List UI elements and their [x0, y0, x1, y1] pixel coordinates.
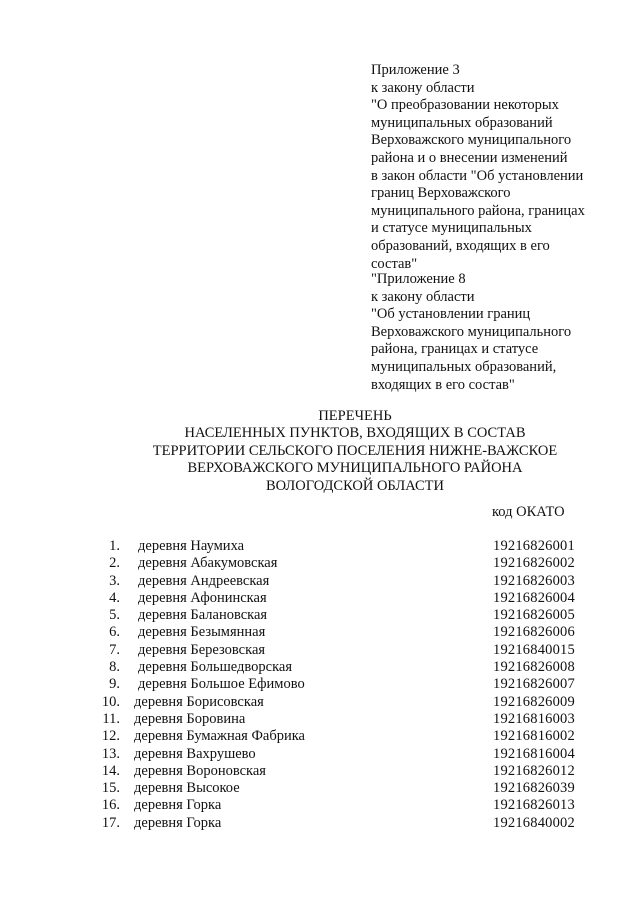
settlement-name: деревня Березовская — [138, 641, 266, 658]
list-item — [0, 780, 640, 797]
appendix-8-header — [371, 271, 633, 394]
item-number: 16. — [101, 797, 120, 814]
settlement-name: деревня Вороновская — [134, 762, 266, 779]
list-item — [0, 555, 640, 572]
item-number: 15. — [101, 780, 120, 797]
appendix-line: границ Верховажского — [371, 185, 511, 202]
item-number: 1. — [109, 538, 120, 554]
item-number: 2. — [109, 555, 120, 572]
item-number: 4. — [109, 589, 120, 606]
okato-code: 19216826005 — [493, 607, 575, 624]
okato-code: 19216826006 — [493, 624, 575, 641]
item-number: 12. — [101, 728, 120, 745]
okato-code: 19216826012 — [493, 762, 575, 779]
list-item — [0, 746, 640, 763]
appendix-line: района, границах и статусе — [371, 341, 539, 358]
title-line: ВОЛОГОДСКОЙ ОБЛАСТИ — [266, 477, 444, 494]
title-line: ПЕРЕЧЕНЬ — [318, 408, 392, 424]
list-item — [0, 538, 640, 555]
okato-code: 19216826009 — [493, 693, 575, 710]
okato-code: 19216826001 — [493, 538, 575, 554]
item-number: 11. — [102, 710, 120, 727]
item-number: 13. — [101, 745, 120, 762]
item-number: 5. — [109, 607, 120, 624]
appendix-line: "О преобразовании некоторых — [371, 97, 559, 114]
item-number: 6. — [109, 624, 120, 641]
okato-code: 19216840002 — [493, 814, 575, 831]
appendix-line: "Об установлении границ — [371, 306, 531, 323]
settlement-name: деревня Безымянная — [138, 624, 266, 641]
list-item — [0, 728, 640, 745]
title-line: ВЕРХОВАЖСКОГО МУНИЦИПАЛЬНОГО РАЙОНА — [187, 460, 523, 477]
okato-code: 19216826002 — [493, 555, 575, 572]
okato-code: 19216826013 — [493, 797, 575, 814]
settlement-name: деревня Высокое — [134, 780, 240, 797]
item-number: 17. — [101, 814, 120, 831]
appendix-line: входящих в его состав" — [371, 376, 515, 393]
settlement-name: деревня Горка — [134, 797, 222, 814]
item-number: 7. — [109, 641, 120, 658]
list-item — [0, 763, 640, 780]
item-number: 3. — [109, 572, 120, 589]
appendix-line: муниципальных образований, — [371, 358, 557, 375]
list-item — [0, 815, 640, 832]
appendix-line: Верховажского муниципального — [371, 132, 572, 149]
settlement-name: деревня Большедворская — [138, 659, 293, 676]
okato-code: 19216826007 — [493, 676, 575, 693]
item-number: 14. — [101, 762, 120, 779]
okato-code: 19216826008 — [493, 659, 575, 676]
settlement-name: деревня Наумиха — [138, 538, 245, 554]
okato-code: 19216826004 — [493, 589, 575, 606]
title-line: НАСЕЛЕННЫХ ПУНКТОВ, ВХОДЯЩИХ В СОСТАВ — [184, 425, 526, 442]
appendix-line: состав" — [371, 255, 418, 272]
list-item — [0, 624, 640, 641]
appendix-line: муниципальных образований — [371, 114, 553, 131]
list-item — [0, 659, 640, 676]
title-line: ТЕРРИТОРИИ СЕЛЬСКОГО ПОСЕЛЕНИЯ НИЖНЕ-ВАЖСКОЕ — [152, 442, 558, 459]
appendix-line: к закону области — [371, 288, 475, 305]
settlement-name: деревня Балановская — [138, 607, 268, 624]
okato-code: 19216816002 — [493, 728, 575, 745]
settlement-name: деревня Борисовская — [134, 693, 264, 710]
list-item — [0, 607, 640, 624]
settlement-list — [0, 538, 640, 832]
list-item — [0, 573, 640, 590]
appendix-line: в закон области "Об установлении — [371, 167, 584, 184]
settlement-name: деревня Боровина — [134, 710, 246, 727]
settlement-name: деревня Горка — [134, 814, 222, 831]
settlement-name: деревня Андреевская — [138, 572, 270, 589]
okato-code: 19216826039 — [493, 780, 575, 797]
appendix-line: и статусе муниципальных — [371, 220, 532, 237]
settlement-name: деревня Афонинская — [138, 589, 267, 606]
list-item — [0, 590, 640, 607]
okato-column-label: код ОКАТО — [492, 504, 565, 520]
list-item — [0, 694, 640, 711]
appendix-line: муниципального района, границах — [371, 202, 585, 219]
list-item — [0, 797, 640, 814]
settlement-name: деревня Абакумовская — [138, 555, 278, 572]
item-number: 10. — [101, 693, 120, 710]
appendix-line: к закону области — [371, 79, 475, 96]
appendix-line: образований, входящих в его — [371, 237, 550, 254]
okato-code: 19216816003 — [493, 710, 575, 727]
okato-code: 19216816004 — [493, 745, 575, 762]
settlement-name: деревня Вахрушево — [134, 745, 256, 762]
appendix-line: района и о внесении изменений — [371, 149, 568, 166]
okato-code: 19216826003 — [493, 572, 575, 589]
list-item — [0, 711, 640, 728]
appendix-line: Приложение 3 — [371, 62, 460, 78]
appendix-line: Верховажского муниципального — [371, 323, 572, 340]
appendix-line: "Приложение 8 — [371, 271, 466, 287]
settlement-name: деревня Бумажная Фабрика — [134, 728, 305, 745]
item-number: 8. — [109, 659, 120, 676]
settlement-name: деревня Большое Ефимово — [138, 676, 305, 693]
document-title — [100, 408, 610, 495]
item-number: 9. — [109, 676, 120, 693]
list-item — [0, 642, 640, 659]
appendix-3-header — [371, 62, 633, 273]
okato-code: 19216840015 — [493, 641, 575, 658]
list-item — [0, 676, 640, 693]
